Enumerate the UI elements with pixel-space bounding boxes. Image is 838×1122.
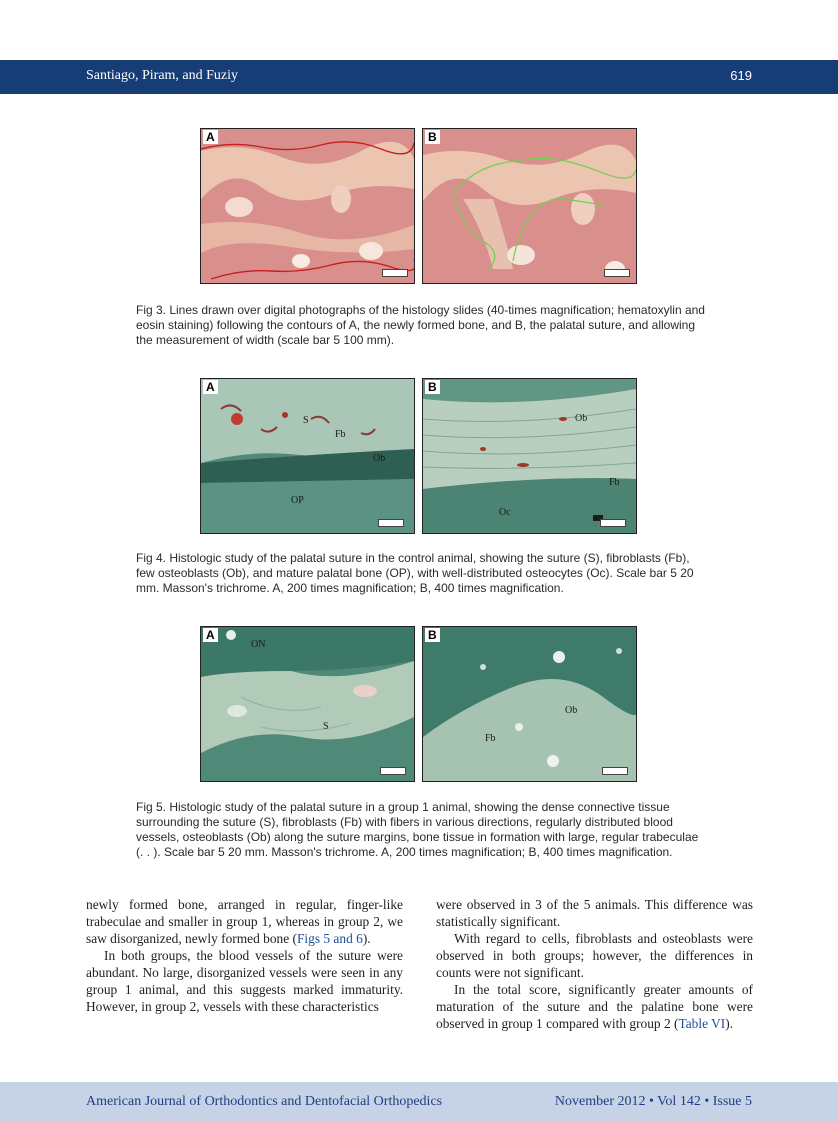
body-column-left [86,896,403,1015]
right-p3-text: In the total score, significantly greater amounts of maturation of the suture and the palatine bone were observed in group 1 compared with group 2 ( [436,982,753,1031]
fig4-a-label: A [203,380,218,394]
left-p1-end: ). [362,931,371,946]
fig4-b-label-oc: Oc [499,507,511,518]
fig5-b-micrograph [423,627,636,781]
fig5-b-label-ob: Ob [565,705,578,716]
table-vi-link[interactable]: Table VI [678,1016,726,1031]
left-paragraph-2: In both groups, the blood vessels of the suture were abundant. No large, disorganized vessels were seen in any group 1 animal, and this suggests marked immaturity. However, in group 2, vessels with these characteristics [86,948,403,1014]
fig4-b-micrograph [423,379,636,533]
right-paragraph-3 [436,981,753,1032]
figs-5-6-link[interactable]: Figs 5 and 6 [296,931,363,946]
fig3-b-scale-bar [604,269,630,277]
fig3-a-micrograph [201,129,414,283]
figure-4 [200,378,638,534]
fig3-b-label: B [425,130,440,144]
figure-5 [200,626,638,782]
running-footer [0,1082,838,1122]
fig4-panel-a [200,378,415,534]
fig4-caption: Fig 4. Histologic study of the palatal suture in the control animal, showing the suture (S), fibroblasts (Fb), few osteoblasts (Ob), and mature palatal bone (OP), with well-distributed osteocytes (Oc). Scale bar 5 20 mm. Masson's trichrome. A, 200 times magnification; B, 400 times magnification. [136,551,694,595]
fig3-panel-a [200,128,415,284]
left-p1-text: newly formed bone, arranged in regular, finger-like trabeculae and smaller in group 1, whereas in group 2, we saw disorganized, newly formed bone ( [86,897,403,946]
footer-journal: American Journal of Orthodontics and Dentofacial Orthopedics [86,1094,443,1109]
fig4-b-label-ob: Ob [575,413,588,424]
fig3-a-scale-bar [382,269,408,277]
left-paragraph-1 [86,896,403,947]
fig3-b-micrograph [423,129,636,283]
body-column-right [436,896,753,1032]
fig5-a-label-s: S [323,721,329,732]
fig4-b-label-fb: Fb [609,477,620,488]
right-paragraph-2: With regard to cells, fibroblasts and osteoblasts were observed in both groups; however, the differences in counts were not significant. [436,931,753,980]
fig5-b-label-fb: Fb [485,733,496,744]
fig3-caption: Fig 3. Lines drawn over digital photographs of the histology slides (40-times magnification; hematoxylin and eosin staining) following the contours of A, the newly formed bone, and B, the palatal suture, and allowing the measurement of width (scale bar 5 100 mm). [136,303,705,347]
fig4-a-scale-bar [378,519,404,527]
figure-3 [200,128,638,284]
fig4-b-scale-bar [600,519,626,527]
fig4-panel-b [422,378,637,534]
fig5-b-scale-bar [602,767,628,775]
fig5-panel-b [422,626,637,782]
fig3-a-label: A [203,130,218,144]
running-header [0,60,838,94]
fig4-b-label: B [425,380,440,394]
fig5-a-micrograph [201,627,414,781]
fig4-a-label-op: OP [291,495,304,506]
fig5-panel-a [200,626,415,782]
fig4-a-label-ob: Ob [373,453,386,464]
header-authors: Santiago, Piram, and Fuziy [86,68,239,83]
right-p3-end: ). [725,1016,734,1031]
fig5-caption: Fig 5. Histologic study of the palatal suture in a group 1 animal, showing the dense connective tissue surrounding the suture (S), fibroblasts (Fb) with fibers in various directions, regularly distributed blood vessels, osteoblasts (Ob) along the suture margins, bone tissue in formation with large, regular trabeculae (. . ). Scale bar 5 20 mm. Masson's trichrome. A, 200 times magnification; B, 400 times magnification. [136,800,699,859]
fig5-b-label: B [425,628,440,642]
footer-issue: November 2012 • Vol 142 • Issue 5 [554,1094,752,1109]
fig5-a-label: A [203,628,218,642]
right-paragraph-1: were observed in 3 of the 5 animals. This difference was statistically significant. [436,897,753,929]
fig3-panel-b [422,128,637,284]
fig4-a-label-fb: Fb [335,429,346,440]
fig4-a-label-s: S [303,415,309,426]
page-number: 619 [730,68,752,83]
fig5-a-scale-bar [380,767,406,775]
fig5-a-label-on: ON [251,639,266,650]
